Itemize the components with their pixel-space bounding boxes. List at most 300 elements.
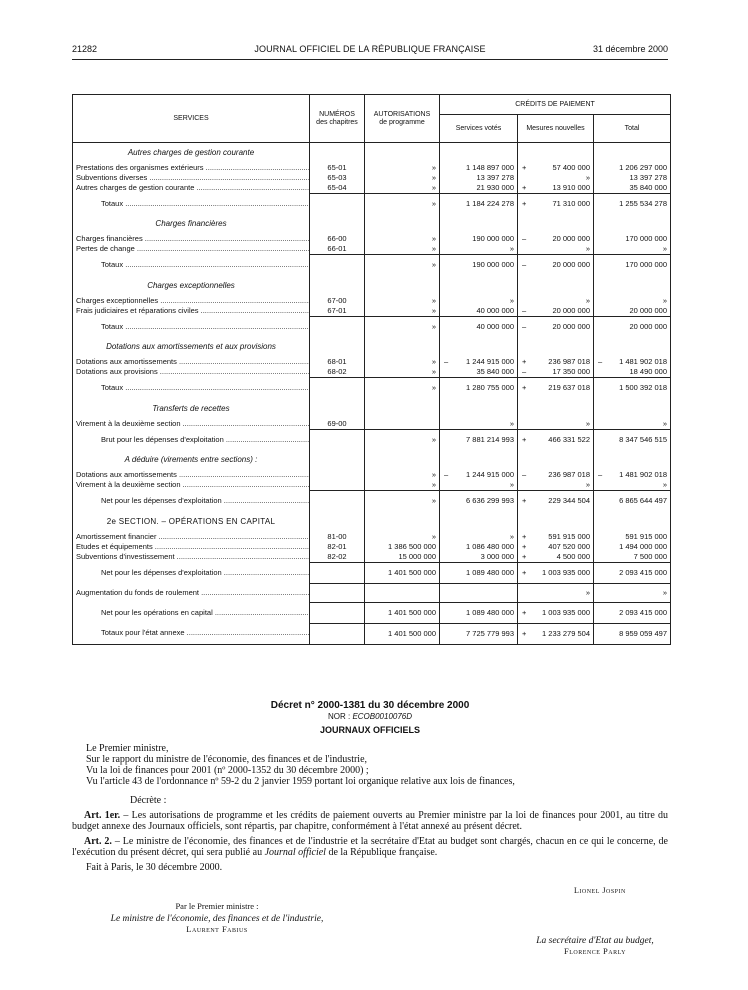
row-label: Brut pour les dépenses d'exploitation ..... <box>73 429 310 450</box>
mesures-nouvelles-value <box>518 562 594 583</box>
total-row <box>73 491 671 512</box>
sign-marker: + <box>522 182 527 192</box>
autorisation-value: » <box>365 357 440 367</box>
total-value <box>594 357 671 367</box>
row-label: Pertes de change ..... <box>73 244 310 255</box>
services-votes-value <box>440 470 518 480</box>
services-votes-value <box>440 542 518 552</box>
chapter-number: 68-01 <box>310 357 365 367</box>
decree-section <box>72 700 668 873</box>
sign-marker: + <box>522 541 527 551</box>
sign-marker: + <box>522 567 527 577</box>
empty-cell <box>440 512 518 532</box>
row-label: Totaux ..... <box>73 316 310 337</box>
table-row <box>73 244 671 255</box>
mesures-nouvelles-value <box>518 419 594 430</box>
amount-value: 1 089 480 000 <box>466 567 514 577</box>
amount-value: 1 233 279 504 <box>542 628 590 638</box>
amount-value: 229 344 504 <box>548 496 590 506</box>
amount-value: 4 500 000 <box>556 551 590 561</box>
row-label: Dotations aux amortissements ..... <box>73 357 310 367</box>
autorisation-value: 1 401 500 000 <box>365 562 440 583</box>
mesures-nouvelles-value <box>518 255 594 276</box>
row-label: Dotations aux provisions ..... <box>73 367 310 378</box>
mesures-nouvelles-value <box>518 316 594 337</box>
amount-value: 170 000 000 <box>625 260 668 270</box>
services-votes-value <box>440 316 518 337</box>
mesures-nouvelles-value <box>518 480 594 491</box>
total-value <box>594 255 671 276</box>
amount-value: 35 840 000 <box>629 182 668 192</box>
mesures-nouvelles-value <box>518 583 594 602</box>
visa-line: Vu l'article 43 de l'ordonnance nº 59-2 du 2 janvier 1959 portant loi organique relative aux lois de finances, <box>86 776 515 787</box>
services-votes-value <box>440 163 518 173</box>
services-votes-value <box>440 532 518 542</box>
empty-cell <box>310 276 365 296</box>
total-value <box>594 296 671 306</box>
table-row <box>73 470 671 480</box>
empty-cell <box>518 214 594 234</box>
services-votes-value <box>440 623 518 644</box>
total-row <box>73 602 671 623</box>
services-votes-value <box>440 306 518 317</box>
total-value <box>594 306 671 317</box>
amount-value: » <box>585 295 590 305</box>
services-votes-value <box>440 193 518 214</box>
sign-marker: + <box>522 434 527 444</box>
autorisation-value: » <box>365 255 440 276</box>
services-votes-value <box>440 244 518 255</box>
amount-value: » <box>662 480 668 489</box>
budget-table <box>72 94 671 645</box>
chapter-number <box>310 193 365 214</box>
services-votes-value <box>440 419 518 430</box>
amount-value: 21 930 000 <box>476 182 514 192</box>
decrete-label: Décrète : <box>130 795 167 806</box>
row-label: Augmentation du fonds de roulement ..... <box>73 583 310 602</box>
amount-value: 13 397 278 <box>629 172 668 182</box>
services-votes-value <box>440 480 518 491</box>
empty-cell <box>518 512 594 532</box>
chapter-number: 67-00 <box>310 296 365 306</box>
empty-cell <box>440 143 518 163</box>
amount-value: 20 000 000 <box>552 321 590 331</box>
autorisation-value: » <box>365 532 440 542</box>
mesures-nouvelles-value <box>518 491 594 512</box>
autorisation-value: 1 401 500 000 <box>365 623 440 644</box>
total-row <box>73 316 671 337</box>
amount-value: 236 987 018 <box>548 470 590 479</box>
total-value <box>594 623 671 644</box>
row-label: Totaux ..... <box>73 193 310 214</box>
row-label: Totaux ..... <box>73 378 310 399</box>
mesures-nouvelles-value <box>518 552 594 563</box>
mesures-nouvelles-value <box>518 234 594 244</box>
total-value <box>594 316 671 337</box>
services-votes-value <box>440 562 518 583</box>
empty-cell <box>594 337 671 357</box>
amount-value: 18 490 000 <box>629 367 668 376</box>
table-row <box>73 163 671 173</box>
total-value <box>594 542 671 552</box>
amount-value: 1 148 897 000 <box>466 162 514 172</box>
sign-marker: – <box>522 305 527 315</box>
amount-value: 40 000 000 <box>476 321 514 331</box>
total-row <box>73 193 671 214</box>
amount-value: 2 093 415 000 <box>619 567 668 577</box>
section-header-row <box>73 143 671 163</box>
services-votes-value <box>440 429 518 450</box>
amount-value: 20 000 000 <box>552 305 590 315</box>
amount-value: 1 206 297 000 <box>619 162 668 172</box>
autorisation-value: » <box>365 367 440 378</box>
col-header-autorisations: AUTORISATIONS de programme <box>365 95 440 143</box>
section-header-row <box>73 450 671 470</box>
row-label: Virement à la deuxième section ..... <box>73 419 310 430</box>
services-votes-value <box>440 357 518 367</box>
amount-value: 7 725 779 993 <box>466 628 514 638</box>
autorisation-value: » <box>365 183 440 194</box>
mesures-nouvelles-value <box>518 378 594 399</box>
amount-value: 6 636 299 993 <box>466 496 514 506</box>
budget-table-body <box>73 143 671 645</box>
table-row <box>73 296 671 306</box>
autorisation-value: » <box>365 234 440 244</box>
row-label: Dotations aux amortissements ..... <box>73 470 310 480</box>
par-premier-ministre: Par le Premier ministre : <box>175 901 259 911</box>
amount-value: 591 915 000 <box>625 531 668 541</box>
chapter-number <box>310 562 365 583</box>
table-row <box>73 183 671 194</box>
amount-value: 13 910 000 <box>552 182 590 192</box>
section-title: Charges exceptionnelles <box>73 276 310 296</box>
services-votes-value <box>440 552 518 563</box>
total-value <box>594 193 671 214</box>
mesures-nouvelles-value <box>518 357 594 367</box>
row-label: Subventions diverses ..... <box>73 173 310 183</box>
empty-cell <box>518 143 594 163</box>
services-votes-value <box>440 602 518 623</box>
mesures-nouvelles-value <box>518 532 594 542</box>
sign-marker: + <box>522 383 527 393</box>
amount-value: 1 481 902 018 <box>619 470 668 479</box>
decree-nor: NOR : ECOB0010076D <box>327 712 413 721</box>
mesures-nouvelles-value <box>518 602 594 623</box>
empty-cell <box>594 399 671 419</box>
amount-value: 407 520 000 <box>548 541 590 551</box>
empty-cell <box>310 399 365 419</box>
autorisation-value: » <box>365 470 440 480</box>
total-value <box>594 491 671 512</box>
empty-cell <box>518 450 594 470</box>
mesures-nouvelles-value <box>518 623 594 644</box>
amount-value: 8 347 546 515 <box>619 434 668 444</box>
total-value <box>594 183 671 194</box>
empty-cell <box>365 512 440 532</box>
sign-marker: – <box>522 470 527 479</box>
amount-value: 7 881 214 993 <box>466 434 514 444</box>
autorisation-value: » <box>365 173 440 183</box>
table-row <box>73 306 671 317</box>
amount-value: 190 000 000 <box>472 260 514 270</box>
chapter-number <box>310 583 365 602</box>
amount-value: 1 089 480 000 <box>466 607 514 617</box>
empty-cell <box>365 399 440 419</box>
mesures-nouvelles-value <box>518 183 594 194</box>
article-1: Art. 1er. – Les autorisations de programme et les crédits de paiement ouverts au Premier ministre par la loi de finances pour 2001, au titre du budget annexe des Journaux officiels, sont répartis, par chapitre, conformément à l'état annexé au présent décret. <box>72 810 668 832</box>
empty-cell <box>310 337 365 357</box>
empty-cell <box>365 214 440 234</box>
sign-marker: – <box>598 357 603 366</box>
chapter-number: 81-00 <box>310 532 365 542</box>
section-title: Transferts de recettes <box>73 399 310 419</box>
section-header-row <box>73 512 671 532</box>
amount-value: » <box>585 587 590 597</box>
amount-value: 1 244 915 000 <box>466 470 514 479</box>
visa-line: Sur le rapport du ministre de l'économie, des finances et de l'industrie, <box>86 754 368 765</box>
secretary-title: La secrétaire d'Etat au budget, <box>536 936 654 946</box>
amount-value: 7 500 000 <box>633 551 668 561</box>
amount-value: » <box>585 244 590 253</box>
section-title: 2e SECTION. – OPÉRATIONS EN CAPITAL <box>73 512 310 532</box>
mesures-nouvelles-value <box>518 306 594 317</box>
services-votes-value <box>440 583 518 602</box>
total-value <box>594 234 671 244</box>
mesures-nouvelles-value <box>518 193 594 214</box>
chapter-number <box>310 316 365 337</box>
services-votes-value <box>440 296 518 306</box>
sign-marker: + <box>522 198 527 208</box>
amount-value: » <box>662 295 668 305</box>
section-title: A déduire (virements entre sections) : <box>73 450 310 470</box>
col-header-total: Total <box>594 115 671 143</box>
chapter-number <box>310 255 365 276</box>
minister-signature-block <box>72 901 362 934</box>
secretary-signature-block <box>490 936 700 956</box>
sign-marker: – <box>598 470 603 479</box>
services-votes-value <box>440 367 518 378</box>
row-label: Charges financières ..... <box>73 234 310 244</box>
col-header-services-votes: Services votés <box>440 115 518 143</box>
row-label: Net pour les dépenses d'exploitation ..... <box>73 562 310 583</box>
table-row <box>73 173 671 183</box>
col-header-numeros: NUMÉROS des chapitres <box>310 95 365 143</box>
row-label: Prestations des organismes extérieurs ..... <box>73 163 310 173</box>
amount-value: » <box>509 295 514 305</box>
sign-marker: – <box>522 367 527 376</box>
sign-marker: – <box>522 234 527 243</box>
autorisation-value: » <box>365 244 440 255</box>
sign-marker: – <box>522 260 527 270</box>
chapter-number: 82-02 <box>310 552 365 563</box>
amount-value: » <box>662 587 668 597</box>
amount-value: 17 350 000 <box>552 367 590 376</box>
services-votes-value <box>440 491 518 512</box>
autorisation-value: » <box>365 306 440 317</box>
amount-value: 236 987 018 <box>548 357 590 366</box>
mesures-nouvelles-value <box>518 244 594 255</box>
total-value <box>594 562 671 583</box>
chapter-number: 82-01 <box>310 542 365 552</box>
amount-value: 20 000 000 <box>629 305 668 315</box>
decree-done-at: Fait à Paris, le 30 décembre 2000. <box>86 862 223 873</box>
amount-value: » <box>509 244 514 253</box>
table-row <box>73 542 671 552</box>
services-votes-value <box>440 255 518 276</box>
empty-cell <box>518 337 594 357</box>
minister-name: Laurent Fabius <box>186 924 248 934</box>
chapter-number <box>310 480 365 491</box>
col-header-credits: CRÉDITS DE PAIEMENT <box>440 95 671 115</box>
decree-subtitle: JOURNAUX OFFICIELS <box>319 725 420 735</box>
chapter-number <box>310 491 365 512</box>
mesures-nouvelles-value <box>518 163 594 173</box>
row-label: Net pour les opérations en capital ..... <box>73 602 310 623</box>
total-value <box>594 244 671 255</box>
table-row <box>73 234 671 244</box>
article-2: Art. 2. – Le ministre de l'économie, des finances et de l'industrie et la secrétaire d'Etat au budget sont chargés, chacun en ce qui le concerne, de l'exécution du présent décret, qui sera publié au Journal officiel de la République française. <box>72 836 668 858</box>
amount-value: 57 400 000 <box>552 162 590 172</box>
table-row <box>73 419 671 430</box>
row-label: Virement à la deuxième section ..... <box>73 480 310 491</box>
sign-marker: – <box>444 357 449 366</box>
sign-marker: – <box>522 321 527 331</box>
visa-line: Vu la loi de finances pour 2001 (nº 2000-1352 du 30 décembre 2000) ; <box>86 765 369 776</box>
total-value <box>594 480 671 491</box>
table-row <box>73 480 671 491</box>
col-header-services: SERVICES <box>73 95 310 143</box>
empty-cell <box>440 214 518 234</box>
amount-value: 6 865 644 497 <box>619 496 668 506</box>
table-row <box>73 583 671 602</box>
decree-title: Décret n° 2000-1381 du 30 décembre 2000 <box>270 700 470 711</box>
chapter-number: 65-03 <box>310 173 365 183</box>
sign-marker: + <box>522 162 527 172</box>
chapter-number <box>310 429 365 450</box>
amount-value: 1 244 915 000 <box>466 357 514 366</box>
amount-value: 8 959 059 497 <box>619 628 668 638</box>
autorisation-value: 15 000 000 <box>365 552 440 563</box>
header-rule <box>72 59 668 60</box>
row-label: Subventions d'investissement ..... <box>73 552 310 563</box>
total-value <box>594 552 671 563</box>
mesures-nouvelles-value <box>518 542 594 552</box>
empty-cell <box>365 276 440 296</box>
chapter-number: 65-04 <box>310 183 365 194</box>
page-number: 21282 <box>72 44 98 54</box>
table-row <box>73 532 671 542</box>
services-votes-value <box>440 234 518 244</box>
sign-marker: – <box>444 470 449 479</box>
total-row <box>73 562 671 583</box>
empty-cell <box>594 143 671 163</box>
amount-value: 1 003 935 000 <box>542 567 590 577</box>
chapter-number <box>310 470 365 480</box>
chapter-number: 66-00 <box>310 234 365 244</box>
decree-visas <box>72 743 668 787</box>
section-title: Charges financières <box>73 214 310 234</box>
amount-value: » <box>509 418 514 428</box>
autorisation-value: » <box>365 296 440 306</box>
total-value <box>594 532 671 542</box>
mesures-nouvelles-value <box>518 470 594 480</box>
autorisation-value: » <box>365 163 440 173</box>
amount-value: 1 494 000 000 <box>619 541 668 551</box>
chapter-number: 67-01 <box>310 306 365 317</box>
chapter-number: 68-02 <box>310 367 365 378</box>
row-label: Etudes et équipements ..... <box>73 542 310 552</box>
autorisation-value <box>365 583 440 602</box>
amount-value: 170 000 000 <box>625 234 668 243</box>
amount-value: » <box>509 531 514 541</box>
journal-title: JOURNAL OFFICIEL DE LA RÉPUBLIQUE FRANÇAISE <box>254 44 486 54</box>
amount-value: 20 000 000 <box>629 321 668 331</box>
amount-value: 591 915 000 <box>548 531 590 541</box>
secretary-name: Florence Parly <box>564 946 626 956</box>
mesures-nouvelles-value <box>518 296 594 306</box>
empty-cell <box>310 450 365 470</box>
total-value <box>594 173 671 183</box>
amount-value: 1 184 224 278 <box>466 198 514 208</box>
autorisation-value: » <box>365 491 440 512</box>
mesures-nouvelles-value <box>518 429 594 450</box>
empty-cell <box>365 337 440 357</box>
amount-value: 1 500 392 018 <box>619 383 668 393</box>
amount-value: » <box>662 244 668 253</box>
total-value <box>594 602 671 623</box>
autorisation-value: » <box>365 429 440 450</box>
section-header-row <box>73 399 671 419</box>
autorisation-value: 1 386 500 000 <box>365 542 440 552</box>
chapter-number: 65-01 <box>310 163 365 173</box>
row-label: Frais judiciaires et réparations civiles ..... <box>73 306 310 317</box>
amount-value: 3 000 000 <box>480 551 514 561</box>
autorisation-value: » <box>365 316 440 337</box>
signature-prime-minister: Lionel Jospin <box>574 886 626 895</box>
amount-value: 219 637 018 <box>548 383 590 393</box>
issue-date: 31 décembre 2000 <box>592 44 668 54</box>
section-title: Dotations aux amortissements et aux provisions <box>73 337 310 357</box>
total-value <box>594 163 671 173</box>
total-value <box>594 583 671 602</box>
amount-value: 13 397 278 <box>476 172 514 182</box>
total-row <box>73 623 671 644</box>
total-value <box>594 378 671 399</box>
amount-value: 1 280 755 000 <box>466 383 514 393</box>
empty-cell <box>440 337 518 357</box>
amount-value: 2 093 415 000 <box>619 607 668 617</box>
chapter-number: 69-00 <box>310 419 365 430</box>
autorisation-value: 1 401 500 000 <box>365 602 440 623</box>
total-value <box>594 470 671 480</box>
amount-value: » <box>585 172 590 182</box>
row-label: Amortissement financier ..... <box>73 532 310 542</box>
empty-cell <box>440 399 518 419</box>
section-header-row <box>73 337 671 357</box>
empty-cell <box>518 276 594 296</box>
total-row <box>73 429 671 450</box>
chapter-number <box>310 602 365 623</box>
total-value <box>594 419 671 430</box>
empty-cell <box>594 450 671 470</box>
row-label: Totaux pour l'état annexe ..... <box>73 623 310 644</box>
row-label: Net pour les dépenses d'exploitation ..... <box>73 491 310 512</box>
services-votes-value <box>440 173 518 183</box>
amount-value: 466 331 522 <box>548 434 590 444</box>
amount-value: 1 086 480 000 <box>466 541 514 551</box>
empty-cell <box>310 214 365 234</box>
table-row <box>73 357 671 367</box>
